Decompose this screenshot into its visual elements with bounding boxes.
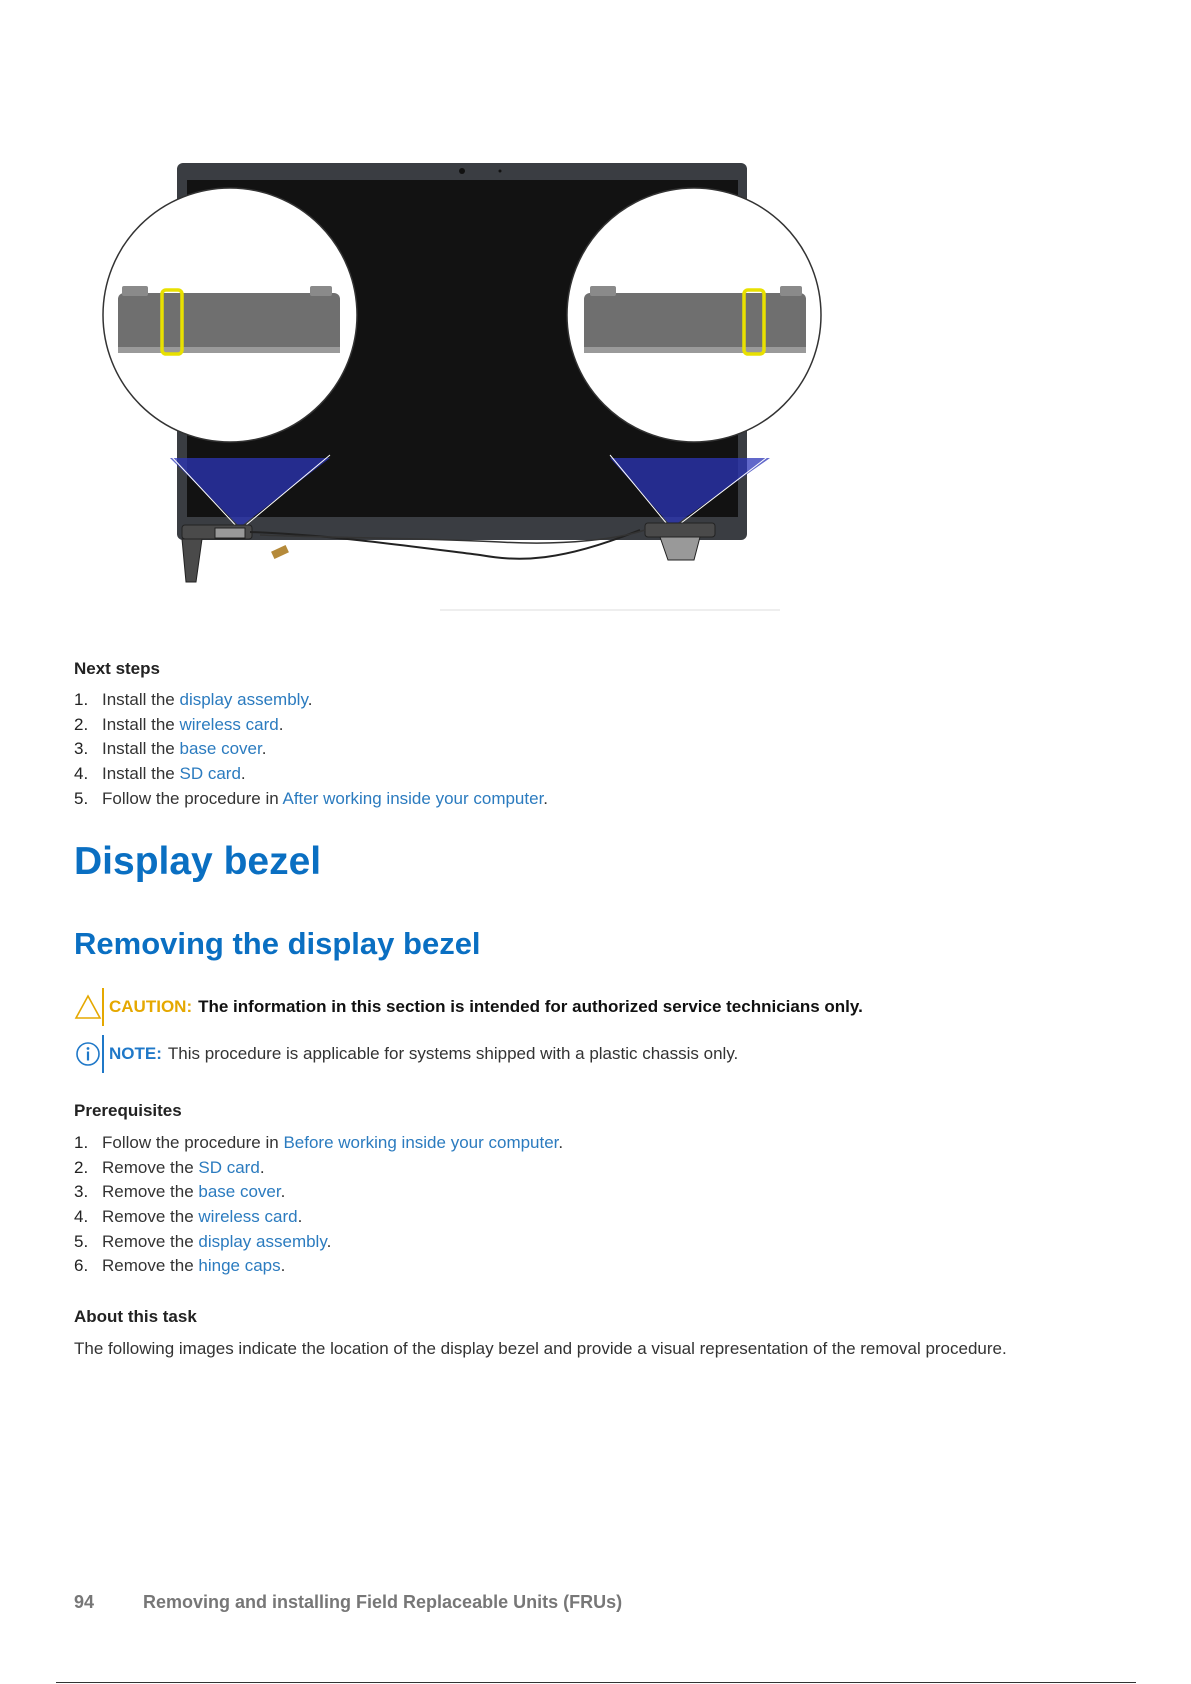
page-footer xyxy=(74,1592,622,1613)
link-sd-card[interactable]: SD card xyxy=(179,764,241,784)
right-hinge xyxy=(645,523,715,560)
footer-rule xyxy=(56,1682,1136,1683)
note-label: NOTE: xyxy=(109,1044,162,1063)
list-item: 1. Install the display assembly. xyxy=(74,690,313,709)
list-item: 4. Install the SD card. xyxy=(74,764,246,784)
link-wireless-card[interactable]: wireless card xyxy=(179,714,279,734)
caution-callout xyxy=(74,988,863,1026)
webcam-led xyxy=(499,170,502,173)
list-item: 6. Remove the hinge caps. xyxy=(74,1256,286,1276)
list-item: 3. Install the base cover. xyxy=(74,739,267,759)
link-hinge-caps[interactable]: hinge caps xyxy=(198,1256,281,1276)
list-item: 2. Remove the SD card. xyxy=(74,1157,265,1177)
list-item: 5. Remove the display assembly. xyxy=(74,1231,332,1251)
link-wireless-card[interactable]: wireless card xyxy=(198,1207,298,1227)
page-number: 94 xyxy=(74,1592,95,1612)
cable-connector xyxy=(271,545,289,559)
hinge-cap-right xyxy=(584,293,806,353)
about-task-text: The following images indicate the location of the display bezel and provide a visual representation of the removal procedure. xyxy=(74,1339,1007,1358)
list-item: 2. Install the wireless card. xyxy=(74,714,284,734)
section-title: Display bezel xyxy=(74,840,322,883)
link-before-working[interactable]: Before working inside your computer xyxy=(283,1133,559,1152)
hinge-cap-left xyxy=(118,293,340,353)
zoom-callout-right xyxy=(567,188,821,442)
subsection-title: Removing the display bezel xyxy=(74,926,481,961)
warning-triangle-icon xyxy=(74,989,102,1025)
caution-text: The information in this section is intended for authorized service technicians only. xyxy=(198,997,863,1016)
caution-label: CAUTION: xyxy=(109,997,193,1016)
prerequisites-list xyxy=(74,1131,563,1279)
note-callout xyxy=(74,1035,738,1073)
link-sd-card[interactable]: SD card xyxy=(198,1157,260,1177)
chapter-title: Removing and installing Field Replaceable Units (FRUs) xyxy=(143,1592,623,1612)
display-assembly-figure xyxy=(100,150,840,625)
zoom-callout-left xyxy=(103,188,357,442)
note-text: This procedure is applicable for systems shipped with a plastic chassis only. xyxy=(167,1044,739,1063)
list-item: 1. Follow the procedure in Before working inside your computer. xyxy=(74,1133,564,1152)
link-display-assembly[interactable]: display assembly xyxy=(198,1231,327,1251)
next-steps-heading: Next steps xyxy=(74,659,160,678)
list-item: 5. Follow the procedure in After working inside your computer. xyxy=(74,788,549,808)
list-item: 4. Remove the wireless card. xyxy=(74,1207,303,1227)
about-task-heading: About this task xyxy=(74,1307,197,1326)
list-item: 3. Remove the base cover. xyxy=(74,1182,286,1202)
left-hinge xyxy=(182,525,252,582)
link-display-assembly[interactable]: display assembly xyxy=(179,690,308,709)
webcam xyxy=(459,168,465,174)
info-circle-icon xyxy=(74,1036,102,1072)
link-base-cover[interactable]: base cover xyxy=(179,739,262,759)
next-steps-list xyxy=(74,688,548,811)
link-base-cover[interactable]: base cover xyxy=(198,1182,281,1202)
link-after-working[interactable]: After working inside your computer xyxy=(282,788,544,808)
prerequisites-heading: Prerequisites xyxy=(74,1101,182,1120)
